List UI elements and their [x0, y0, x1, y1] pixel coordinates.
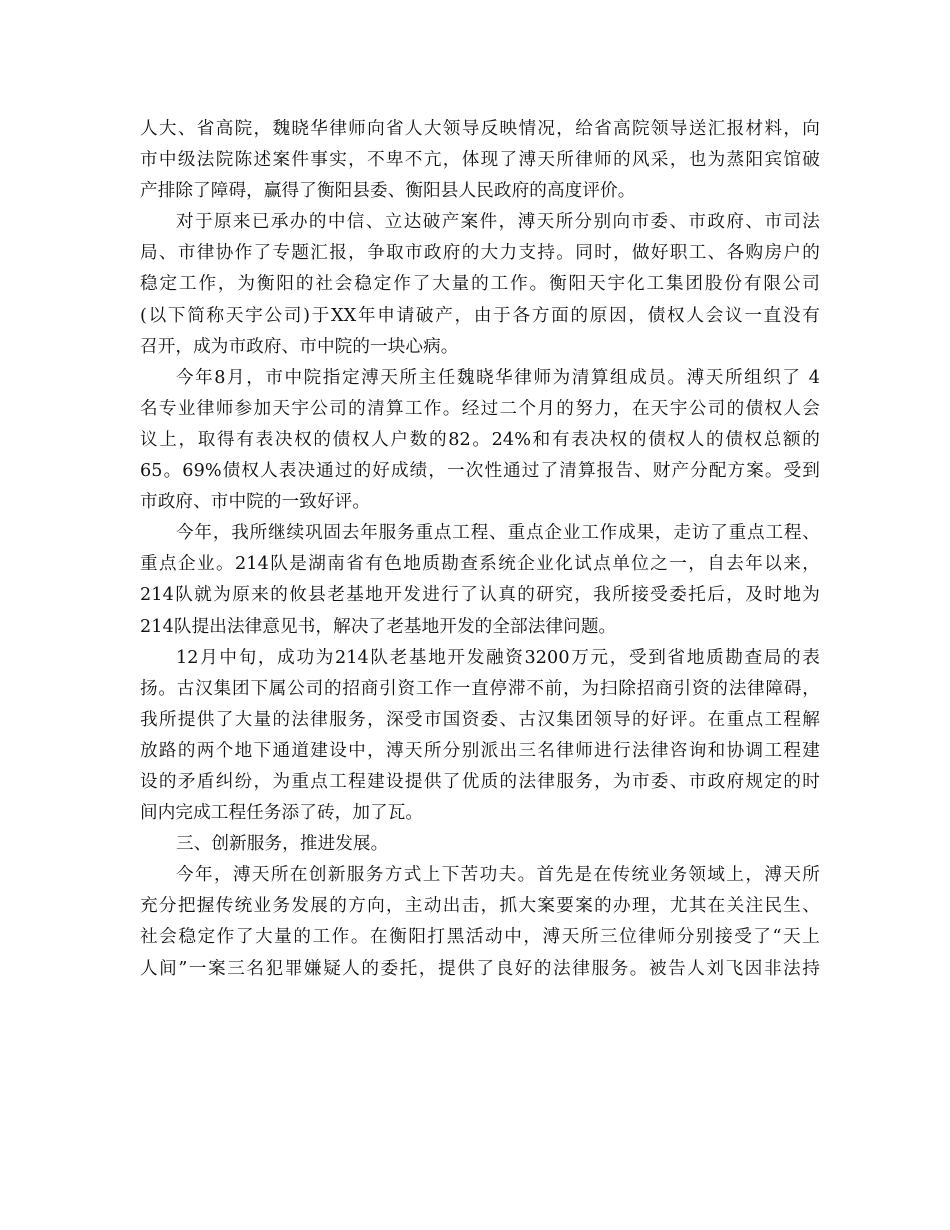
- document-body: [140, 114, 820, 985]
- text-line: 市政府、市中院的一致好评。: [140, 492, 371, 513]
- text-line: 今年，溥天所在创新服务方式上下苦功夫。首先是在传统业务领域上，溥天所: [176, 865, 820, 886]
- text-line: 对于原来已承办的中信、立达破产案件，溥天所分别向市委、市政府、市司法: [176, 212, 820, 233]
- text-line: 社会稳定作了大量的工作。在衡阳打黑活动中，溥天所三位律师分别接受了“天上: [140, 927, 820, 948]
- text-line: 12月中旬，成功为214队老基地开发融资3200万元，受到省地质勘查局的表: [176, 647, 820, 668]
- text-line: 召开，成为市政府、市中院的一块心病。: [140, 336, 459, 357]
- text-line: 人大、省高院，魏晓华律师向省人大领导反映情况，给省高院领导送汇报材料，向: [140, 119, 820, 139]
- text-line: (以下简称天宇公司)于XX年申请破产，由于各方面的原因，债权人会议一直没有: [140, 305, 820, 326]
- text-line: 议上，取得有表决权的债权人户数的82。24%和有表决权的债权人的债权总额的: [140, 429, 820, 450]
- text-line: 局、市律协作了专题汇报，争取市政府的大力支持。同时，做好职工、各购房户的: [140, 243, 820, 264]
- text-line: 充分把握传统业务发展的方向，主动出击，抓大案要案的办理，尤其在关注民生、: [140, 896, 820, 917]
- text-line: 214队就为原来的攸县老基地开发进行了认真的研究，我所接受委托后，及时地为: [140, 585, 820, 606]
- text-line: 三、创新服务，推进发展。: [176, 834, 389, 855]
- text-line: 65。69%债权人表决通过的好成绩，一次性通过了清算报告、财产分配方案。受到: [140, 461, 820, 482]
- text-line: 放路的两个地下通道建设中，溥天所分别派出三名律师进行法律咨询和协调工程建: [140, 740, 820, 761]
- text-line: 市中级法院陈述案件事实，不卑不亢，体现了溥天所律师的风采，也为蒸阳宾馆破: [140, 150, 820, 171]
- text-line: 设的矛盾纠纷，为重点工程建设提供了优质的法律服务，为市委、市政府规定的时: [140, 771, 820, 792]
- text-line: 214队提出法律意见书，解决了老基地开发的全部法律问题。: [140, 616, 617, 637]
- text-line: 人间”一案三名犯罪嫌疑人的委托，提供了良好的法律服务。被告人刘飞因非法持: [140, 958, 820, 979]
- text-line: 名专业律师参加天宇公司的清算工作。经过二个月的努力，在天宇公司的债权人会: [140, 398, 820, 419]
- text-line: 今年8月，市中院指定溥天所主任魏晓华律师为清算组成员。溥天所组织了 4: [176, 367, 820, 388]
- text-line: 扬。古汉集团下属公司的招商引资工作一直停滞不前，为扫除招商引资的法律障碍，: [140, 678, 820, 699]
- text-line: 今年，我所继续巩固去年服务重点工程、重点企业工作成果，走访了重点工程、: [176, 523, 820, 544]
- text-line: 重点企业。214队是湖南省有色地质勘查系统企业化试点单位之一，自去年以来，: [140, 554, 820, 575]
- text-line: 我所提供了大量的法律服务，深受市国资委、古汉集团领导的好评。在重点工程解: [140, 709, 820, 730]
- text-line: 稳定工作，为衡阳的社会稳定作了大量的工作。衡阳天宇化工集团股份有限公司: [140, 274, 820, 295]
- text-line: 产排除了障碍，赢得了衡阳县委、衡阳县人民政府的高度评价。: [140, 181, 636, 202]
- text-line: 间内完成工程任务添了砖，加了瓦。: [140, 803, 424, 824]
